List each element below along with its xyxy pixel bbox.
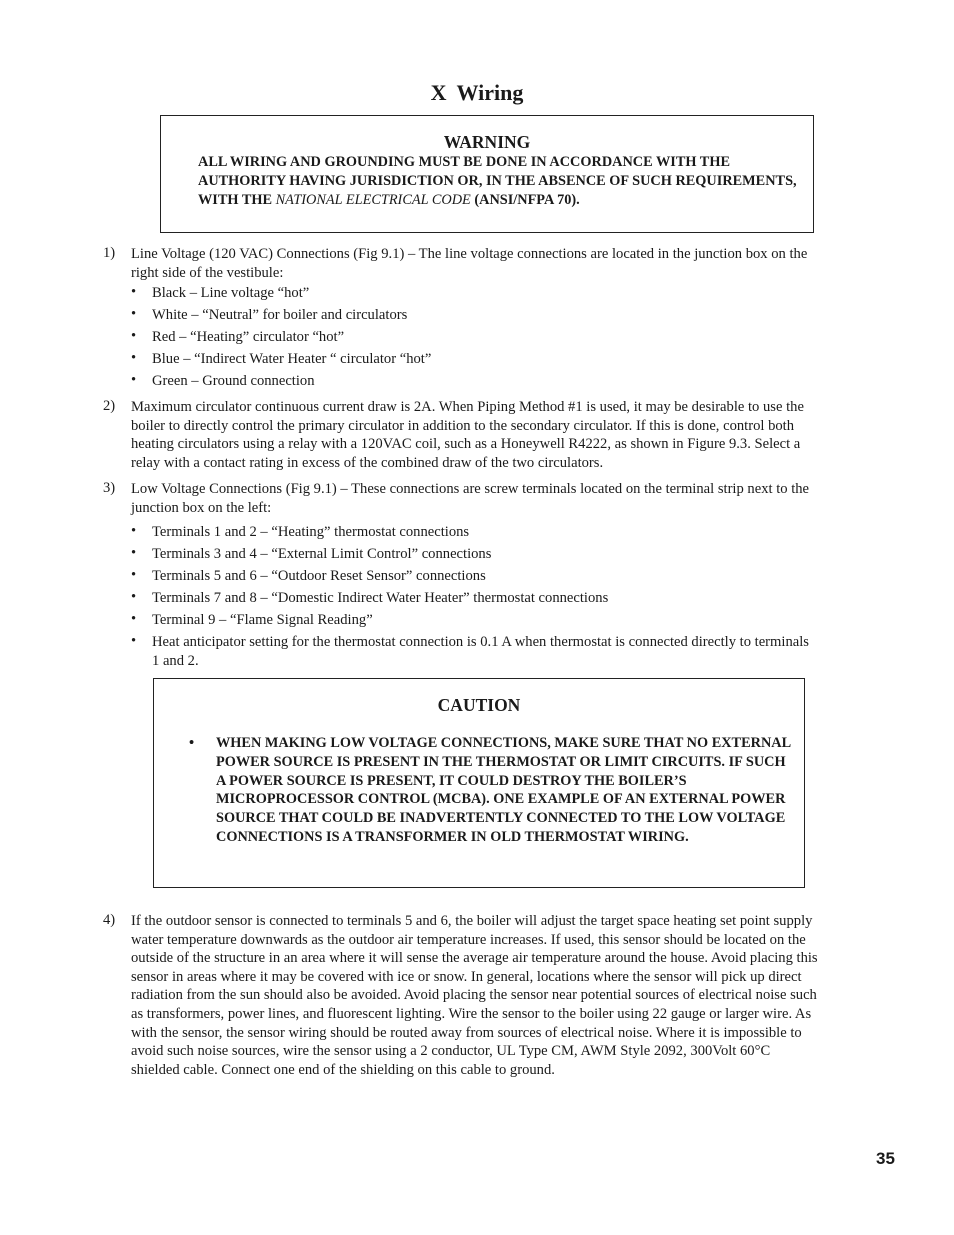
item-text: Line Voltage (120 VAC) Connections (Fig 9.1) – The line voltage connections are located in the junction box on the right side of the vestibule: xyxy=(131,246,808,281)
bullet-marker: • xyxy=(131,284,137,300)
list-item: Terminals 5 and 6 – “Outdoor Reset Sensor” connections xyxy=(152,568,486,584)
item-number: 3) xyxy=(103,480,116,496)
item-number: 2) xyxy=(103,398,116,414)
bullet-marker: • xyxy=(131,523,137,539)
list-item: Terminals 3 and 4 – “External Limit Control” connections xyxy=(152,546,492,562)
list-item: White – “Neutral” for boiler and circulators xyxy=(152,307,408,323)
bullet-marker: • xyxy=(131,545,137,561)
list-item: Blue – “Indirect Water Heater “ circulator “hot” xyxy=(152,351,432,367)
bullet-marker: • xyxy=(131,306,137,322)
list-item: Green – Ground connection xyxy=(152,373,315,389)
section-title xyxy=(0,80,954,106)
list-item: Black – Line voltage “hot” xyxy=(152,285,310,301)
section-title-text: Wiring xyxy=(456,80,524,105)
warning-text xyxy=(198,153,798,210)
list-item: Red – “Heating” circulator “hot” xyxy=(152,329,345,345)
caution-text: WHEN MAKING LOW VOLTAGE CONNECTIONS, MAKE SURE THAT NO EXTERNAL POWER SOURCE IS PRESENT IN THE THERMOSTAT OR LIMIT CIRCUITS. IF SUCH A POWER SOURCE IS PRESENT, IT COULD DESTROY THE BOILER’S MICROPROCESSOR CONTROL (MCBA). ONE EXAMPLE OF AN EXTERNAL POWER SOURCE THAT COULD BE INADVERTENTLY CONNECTED TO THE LOW VOLTAGE CONNECTIONS IS A TRANSFORMER IN OLD THERMOSTAT WIRING. xyxy=(216,735,791,845)
page-number: 35 xyxy=(876,1149,895,1168)
bullet-marker: • xyxy=(131,372,137,388)
list-item: Terminals 7 and 8 – “Domestic Indirect Water Heater” thermostat connections xyxy=(152,590,609,606)
item-text: Maximum circulator continuous current draw is 2A. When Piping Method #1 is used, it may be desirable to use the boiler to directly control the primary circulator in addition to the secondary circulator. If this is done, control both heating circulators using a relay with a 120VAC coil, such as a Honeywell R4222, as shown in Figure 9.3. Select a relay with a contact rating in excess of the combined draw of the two circulators. xyxy=(131,399,804,471)
item-number: 1) xyxy=(103,245,116,261)
section-number: X xyxy=(430,80,447,105)
list-item: Heat anticipator setting for the thermostat connection is 0.1 A when thermostat is connected directly to terminals 1 and 2. xyxy=(152,634,809,669)
caution-box xyxy=(153,678,805,888)
warning-box xyxy=(160,115,814,233)
item-number: 4) xyxy=(103,912,116,928)
item-text: Low Voltage Connections (Fig 9.1) – These connections are screw terminals located on the terminal strip next to the junction box on the left: xyxy=(131,481,810,516)
bullet-marker: • xyxy=(131,611,137,627)
list-item: Terminals 1 and 2 – “Heating” thermostat connections xyxy=(152,524,470,540)
caution-bullet-marker: • xyxy=(189,735,195,751)
warning-text-part1: ALL WIRING AND GROUNDING MUST BE DONE IN ACCORDANCE WITH THE AUTHORITY HAVING JURISDICTION OR, IN THE ABSENCE OF SUCH REQUIREMENTS, WITH THE xyxy=(198,154,797,208)
warning-text-italic: NATIONAL ELECTRICAL CODE xyxy=(275,192,471,208)
list-item: Terminal 9 – “Flame Signal Reading” xyxy=(152,612,373,628)
item-text: If the outdoor sensor is connected to terminals 5 and 6, the boiler will adjust the target space heating set point supply water temperature downwards as the outdoor air temperature increases. If used, this sensor should be located on the outside of the structure in an area where it will sense the average air temperature around the house. Avoid placing this sensor in areas where it may be covered with ice or snow. In general, locations where the sensor will pick up direct radiation from the sun should also be avoided. Avoid placing the sensor near potential sources of electrical noise such as transformers, power lines, and fluorescent lighting. Wire the sensor to the boiler using 22 gauge or larger wire. As with the sensor, the sensor wiring should be routed away from sources of electrical noise. Where it is impossible to avoid such noise sources, wire the sensor using a 2 conductor, UL Type CM, AWM Style 2092, 300Volt 60°C shielded cable. Connect one end of the shielding on this cable to ground. xyxy=(131,913,818,1078)
bullet-marker: • xyxy=(131,328,137,344)
caution-heading: CAUTION xyxy=(437,695,521,715)
bullet-marker: • xyxy=(131,350,137,366)
bullet-marker: • xyxy=(131,589,137,605)
warning-text-part2: (ANSI/NFPA 70). xyxy=(470,192,580,208)
bullet-marker: • xyxy=(131,567,137,583)
bullet-marker: • xyxy=(131,633,137,649)
warning-heading: WARNING xyxy=(443,132,531,152)
